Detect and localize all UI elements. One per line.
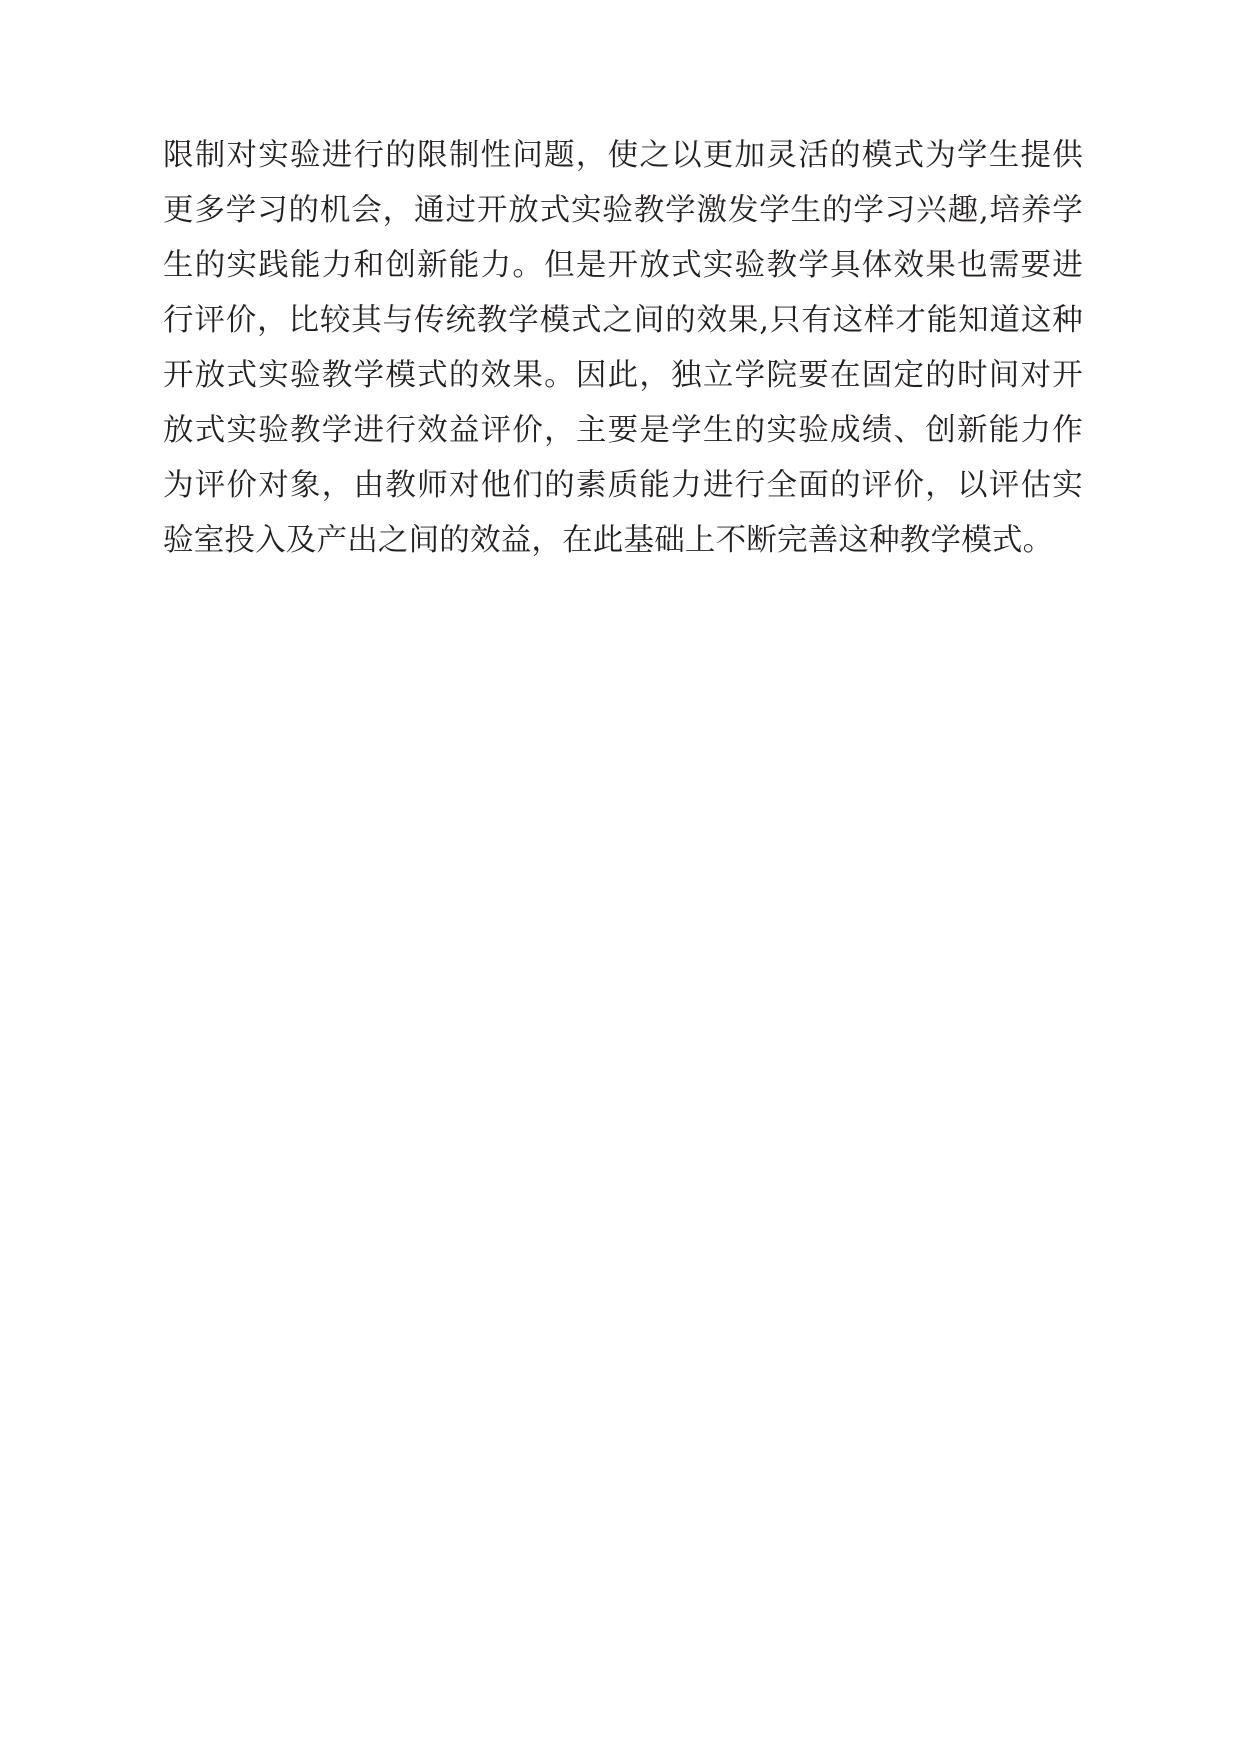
body-paragraph: 限制对实验进行的限制性问题，使之以更加灵活的模式为学生提供更多学习的机会，通过开放式实验教学激发学生的学习兴趣,培养学生的实践能力和创新能力。但是开放式实验教学具体效果也需要进行评价，比较其与传统教学模式之间的效果,只有这样才能知道这种开放式实验教学模式的效果。因此，独立学院要在固定的时间对开放式实验教学进行效益评价，主要是学生的实验成绩、创新能力作为评价对象，由教师对他们的素质能力进行全面的评价，以评估实验室投入及产出之间的效益，在此基础上不断完善这种教学模式。 bbox=[163, 138, 1083, 558]
document-text-block bbox=[163, 128, 1083, 568]
